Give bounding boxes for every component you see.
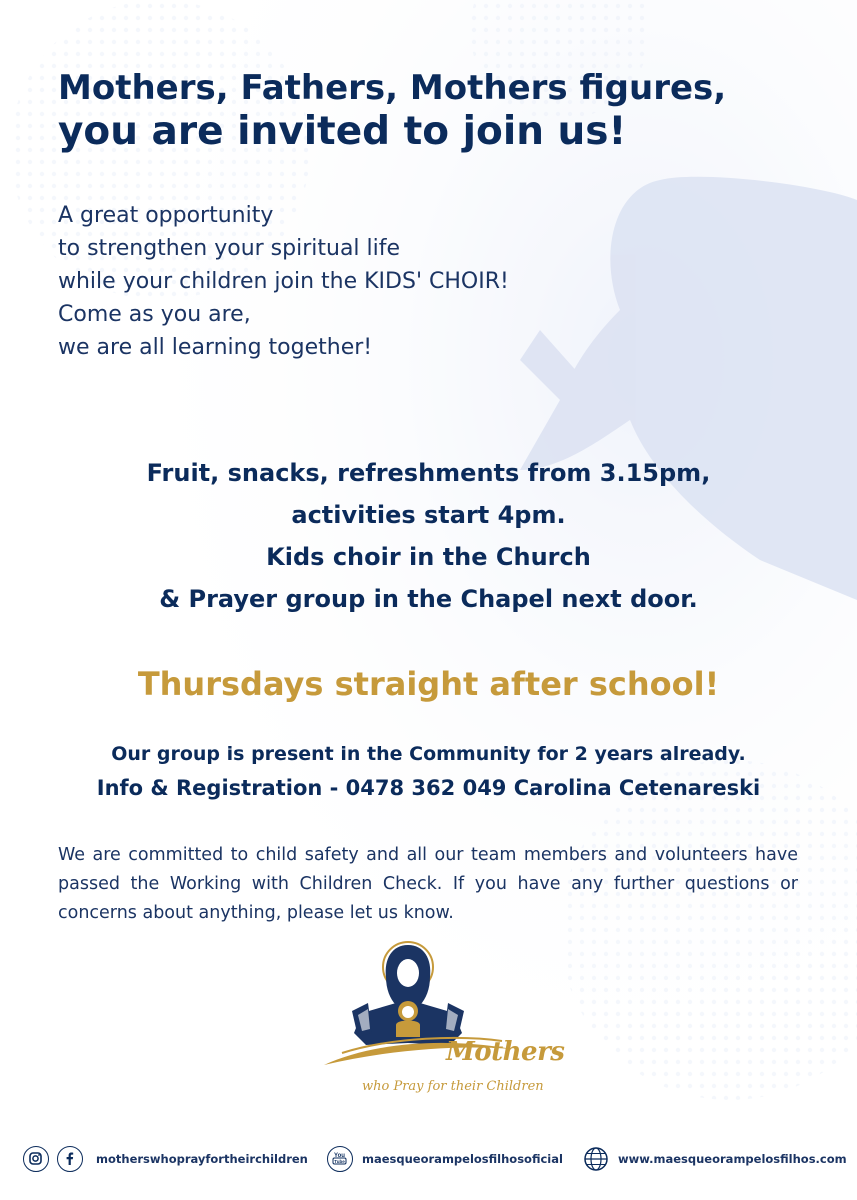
headline-line-1: Mothers, Fathers, Mothers figures, xyxy=(58,68,727,108)
intro-line: we are all learning together! xyxy=(58,335,373,360)
info-block xyxy=(0,738,857,806)
intro-line: to strengthen your spiritual life xyxy=(58,236,401,261)
svg-text:Tube: Tube xyxy=(334,1158,345,1164)
schedule-line: & Prayer group in the Chapel next door. xyxy=(159,585,698,613)
intro-line: Come as you are, xyxy=(58,302,251,327)
logo-subtitle: who Pray for their Children xyxy=(362,1079,544,1094)
schedule-line: Fruit, snacks, refreshments from 3.15pm, xyxy=(146,459,711,487)
youtube-handle-link[interactable]: maesqueorampelosfilhosoficial xyxy=(362,1152,563,1166)
social-handle-link[interactable]: motherswhoprayfortheirchildren xyxy=(96,1152,308,1166)
community-info: Our group is present in the Community for 2 years already. xyxy=(111,743,746,765)
youtube-icon[interactable] xyxy=(327,1146,353,1172)
registration-info: Info & Registration - 0478 362 049 Carolina Cetenareski xyxy=(96,776,761,800)
child-safety-notice: We are committed to child safety and all our team members and volunteers have passed the Working with Children Check. If you have any further questions or concerns about anything, please let us know. xyxy=(58,845,798,923)
svg-text:You: You xyxy=(334,1153,345,1159)
facebook-icon[interactable] xyxy=(57,1146,83,1172)
intro-line: A great opportunity xyxy=(58,203,274,228)
schedule-line: Kids choir in the Church xyxy=(266,543,591,571)
tagline: Thursdays straight after school! xyxy=(137,665,720,703)
intro-paragraph xyxy=(58,199,678,364)
headline-line-2: you are invited to join us! xyxy=(58,109,627,154)
footer xyxy=(0,1140,857,1180)
intro-line: while your children join the KIDS' CHOIR! xyxy=(58,269,509,294)
schedule-block xyxy=(0,452,857,620)
instagram-icon[interactable] xyxy=(23,1146,49,1172)
headline xyxy=(58,66,818,154)
schedule-line: activities start 4pm. xyxy=(291,501,566,529)
globe-icon[interactable] xyxy=(583,1146,609,1172)
website-link[interactable]: www.maesqueorampelosfilhos.com xyxy=(618,1152,847,1166)
logo-title: Mothers xyxy=(446,1037,565,1067)
